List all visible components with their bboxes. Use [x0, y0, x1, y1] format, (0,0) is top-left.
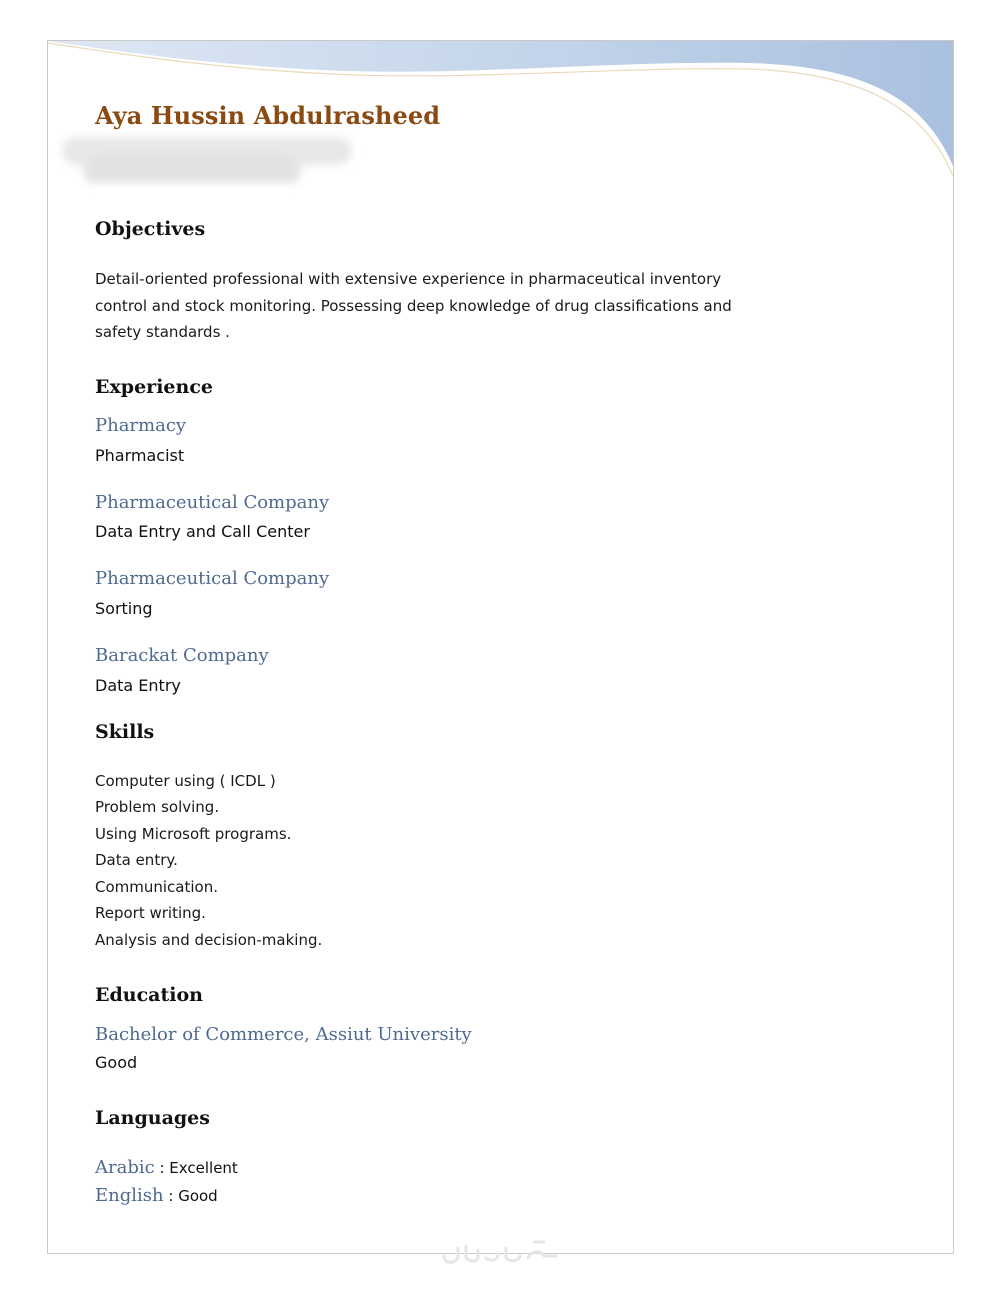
resume-page [47, 40, 954, 1254]
language-level: : Excellent [154, 1159, 238, 1177]
objectives-line: Detail-oriented professional with extensive experience in pharmaceutical inventory [95, 270, 722, 288]
applicant-name: Aya Hussin Abdulrasheed [95, 101, 441, 130]
objectives-text [95, 266, 732, 346]
skill-item: Report writing. [95, 904, 206, 922]
experience-org: Pharmaceutical Company [95, 492, 330, 513]
language-name: English [95, 1185, 164, 1206]
experience-role: Data Entry [95, 676, 181, 695]
skill-item: Problem solving. [95, 798, 220, 816]
skill-item: Computer using ( ICDL ) [95, 772, 276, 790]
experience-role: Pharmacist [95, 446, 185, 465]
skill-item: Communication. [95, 878, 218, 896]
experience-role: Data Entry and Call Center [95, 522, 310, 541]
experience-org: Pharmaceutical Company [95, 568, 330, 589]
language-name: Arabic [95, 1157, 155, 1178]
experience-org: Pharmacy [95, 415, 187, 436]
language-row [95, 1185, 218, 1206]
education-grade: Good [95, 1053, 138, 1072]
objectives-heading: Objectives [95, 218, 206, 240]
language-row [95, 1157, 238, 1178]
education-degree: Bachelor of Commerce, Assiut University [95, 1024, 472, 1045]
skill-item: Using Microsoft programs. [95, 825, 292, 843]
skill-item: Analysis and decision-making. [95, 931, 323, 949]
experience-org: Barackat Company [95, 645, 269, 666]
skills-heading: Skills [95, 721, 155, 743]
objectives-line: control and stock monitoring. Possessing deep knowledge of drug classifications and [95, 296, 732, 315]
education-heading: Education [95, 984, 203, 1006]
watermark-logo [440, 1234, 560, 1268]
language-level: : Good [163, 1187, 218, 1205]
languages-heading: Languages [95, 1107, 210, 1129]
experience-role: Sorting [95, 599, 153, 618]
skill-item: Data entry. [95, 851, 178, 869]
experience-heading: Experience [95, 376, 213, 398]
redacted-contact-blur [84, 155, 300, 183]
header-wave-decoration [48, 41, 954, 221]
objectives-line: safety standards . [95, 323, 230, 341]
